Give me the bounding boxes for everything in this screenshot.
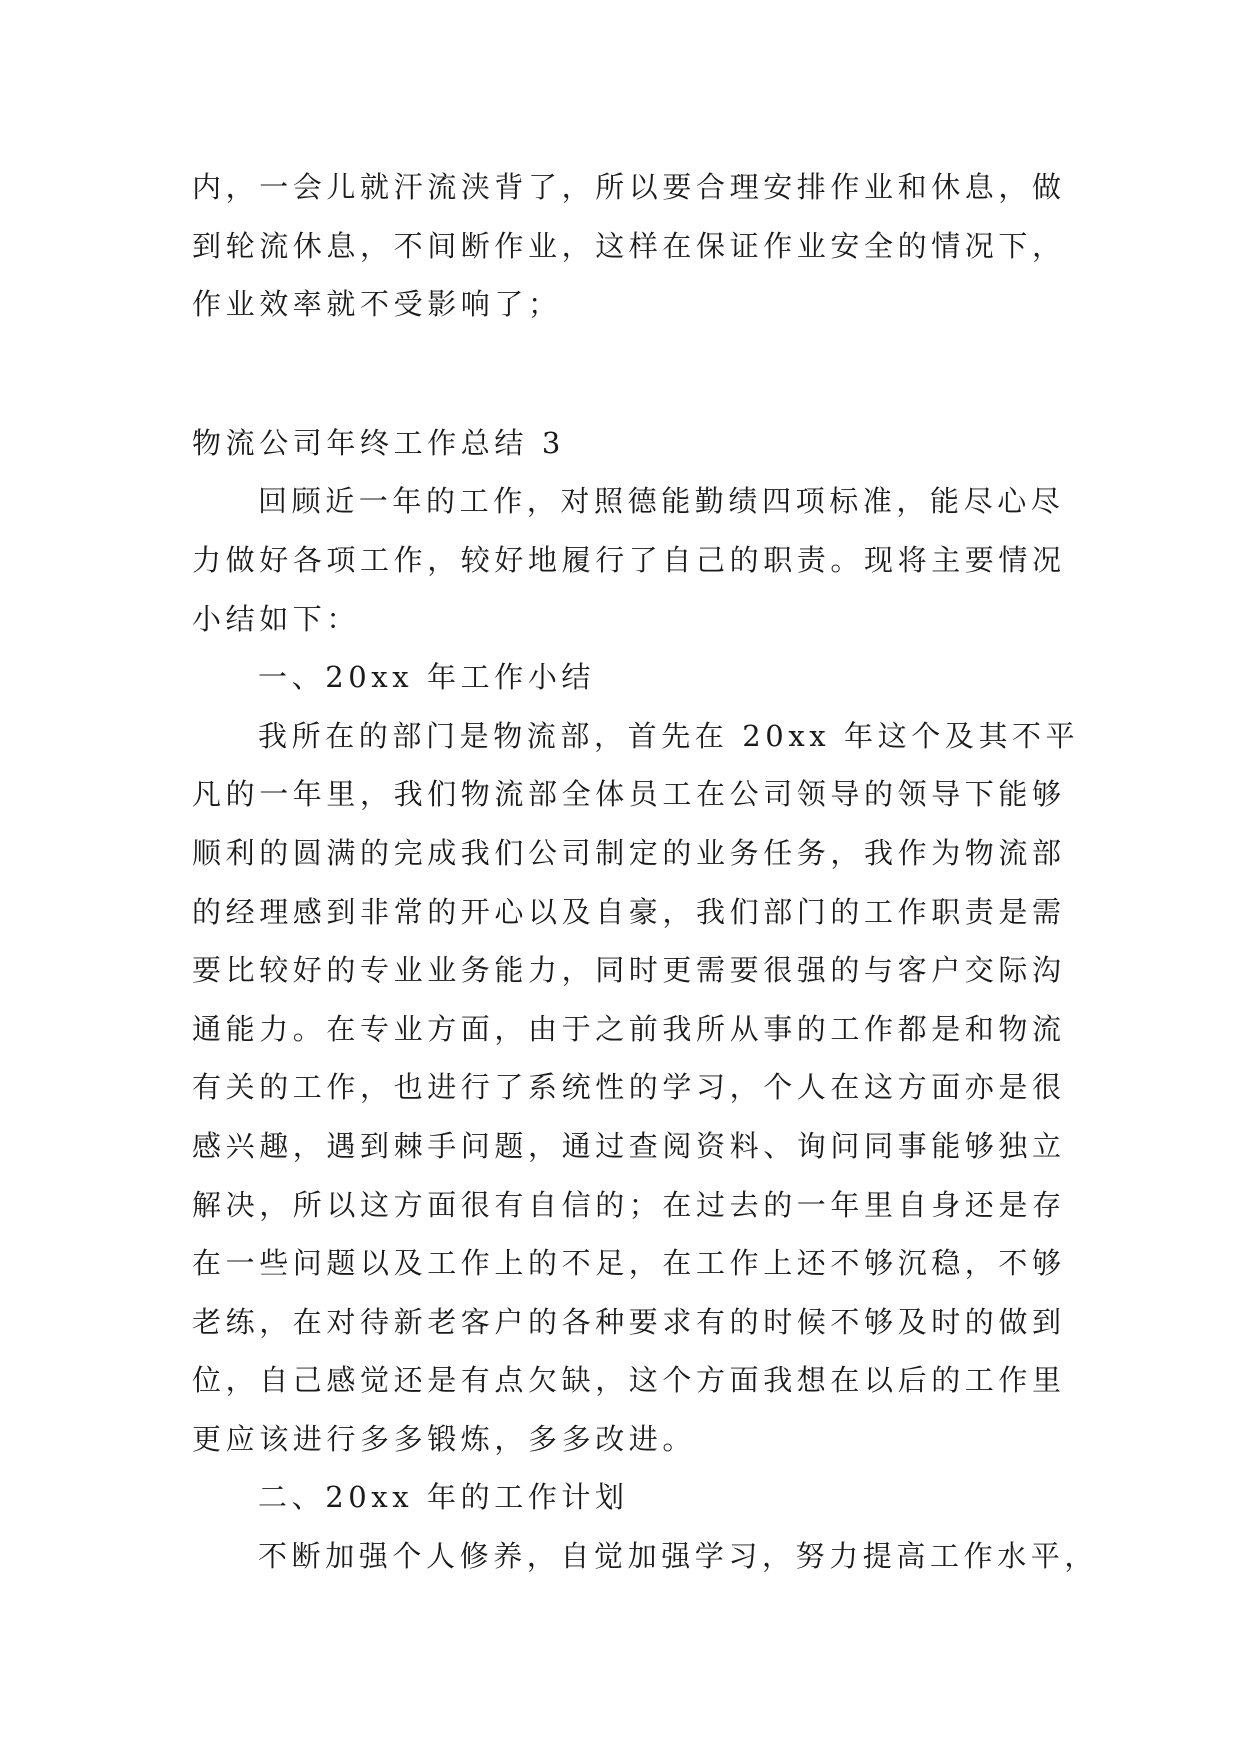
paragraph-line: 要比较好的专业业务能力，同时更需要很强的与客户交际沟 bbox=[192, 953, 1066, 988]
paragraph-line: 到轮流休息，不间断作业，这样在保证作业安全的情况下， bbox=[192, 228, 1066, 263]
paragraph-line: 回顾近一年的工作，对照德能勤绩四项标准，能尽心尽 bbox=[258, 484, 1065, 519]
paragraph-line: 凡的一年里，我们物流部全体员工在公司领导的领导下能够 bbox=[192, 777, 1066, 812]
subheading-work-summary: 一、20xx 年工作小结 bbox=[258, 660, 596, 695]
paragraph-line: 有关的工作，也进行了系统性的学习，个人在这方面亦是很 bbox=[192, 1070, 1066, 1105]
paragraph-line: 力做好各项工作，较好地履行了自己的职责。现将主要情况 bbox=[192, 542, 1066, 577]
paragraph-line: 通能力。在专业方面，由于之前我所从事的工作都是和物流 bbox=[192, 1011, 1066, 1046]
paragraph-line: 老练，在对待新老客户的各种要求有的时候不够及时的做到 bbox=[192, 1304, 1066, 1339]
paragraph-line: 更应该进行多多锻炼，多多改进。 bbox=[192, 1421, 697, 1456]
subheading-work-plan: 二、20xx 年的工作计划 bbox=[258, 1480, 629, 1515]
paragraph-line: 作业效率就不受影响了； bbox=[192, 287, 562, 322]
section-gap bbox=[192, 334, 1072, 414]
paragraph-line: 顺利的圆满的完成我们公司制定的业务任务，我作为物流部 bbox=[192, 835, 1066, 870]
paragraph-line: 的经理感到非常的开心以及自豪，我们部门的工作职责是需 bbox=[192, 894, 1066, 929]
paragraph-line: 不断加强个人修养，自觉加强学习，努力提高工作水平， bbox=[258, 1539, 1099, 1574]
document-body bbox=[192, 158, 1099, 1586]
paragraph-line: 内，一会儿就汗流浃背了，所以要合理安排作业和休息，做 bbox=[192, 170, 1066, 204]
paragraph-line: 我所在的部门是物流部，首先在 20xx 年这个及其不平 bbox=[258, 718, 1080, 753]
paragraph-line: 位，自己感觉还是有点欠缺，这个方面我想在以后的工作里 bbox=[192, 1363, 1066, 1398]
paragraph-line: 感兴趣，遇到棘手问题，通过查阅资料、询问同事能够独立 bbox=[192, 1128, 1066, 1163]
paragraph-line: 小结如下： bbox=[192, 601, 361, 636]
paragraph-line: 解决，所以这方面很有自信的；在过去的一年里自身还是存 bbox=[192, 1187, 1066, 1222]
paragraph-line: 在一些问题以及工作上的不足，在工作上还不够沉稳，不够 bbox=[192, 1246, 1066, 1281]
section-title: 物流公司年终工作总结 3 bbox=[192, 425, 565, 460]
